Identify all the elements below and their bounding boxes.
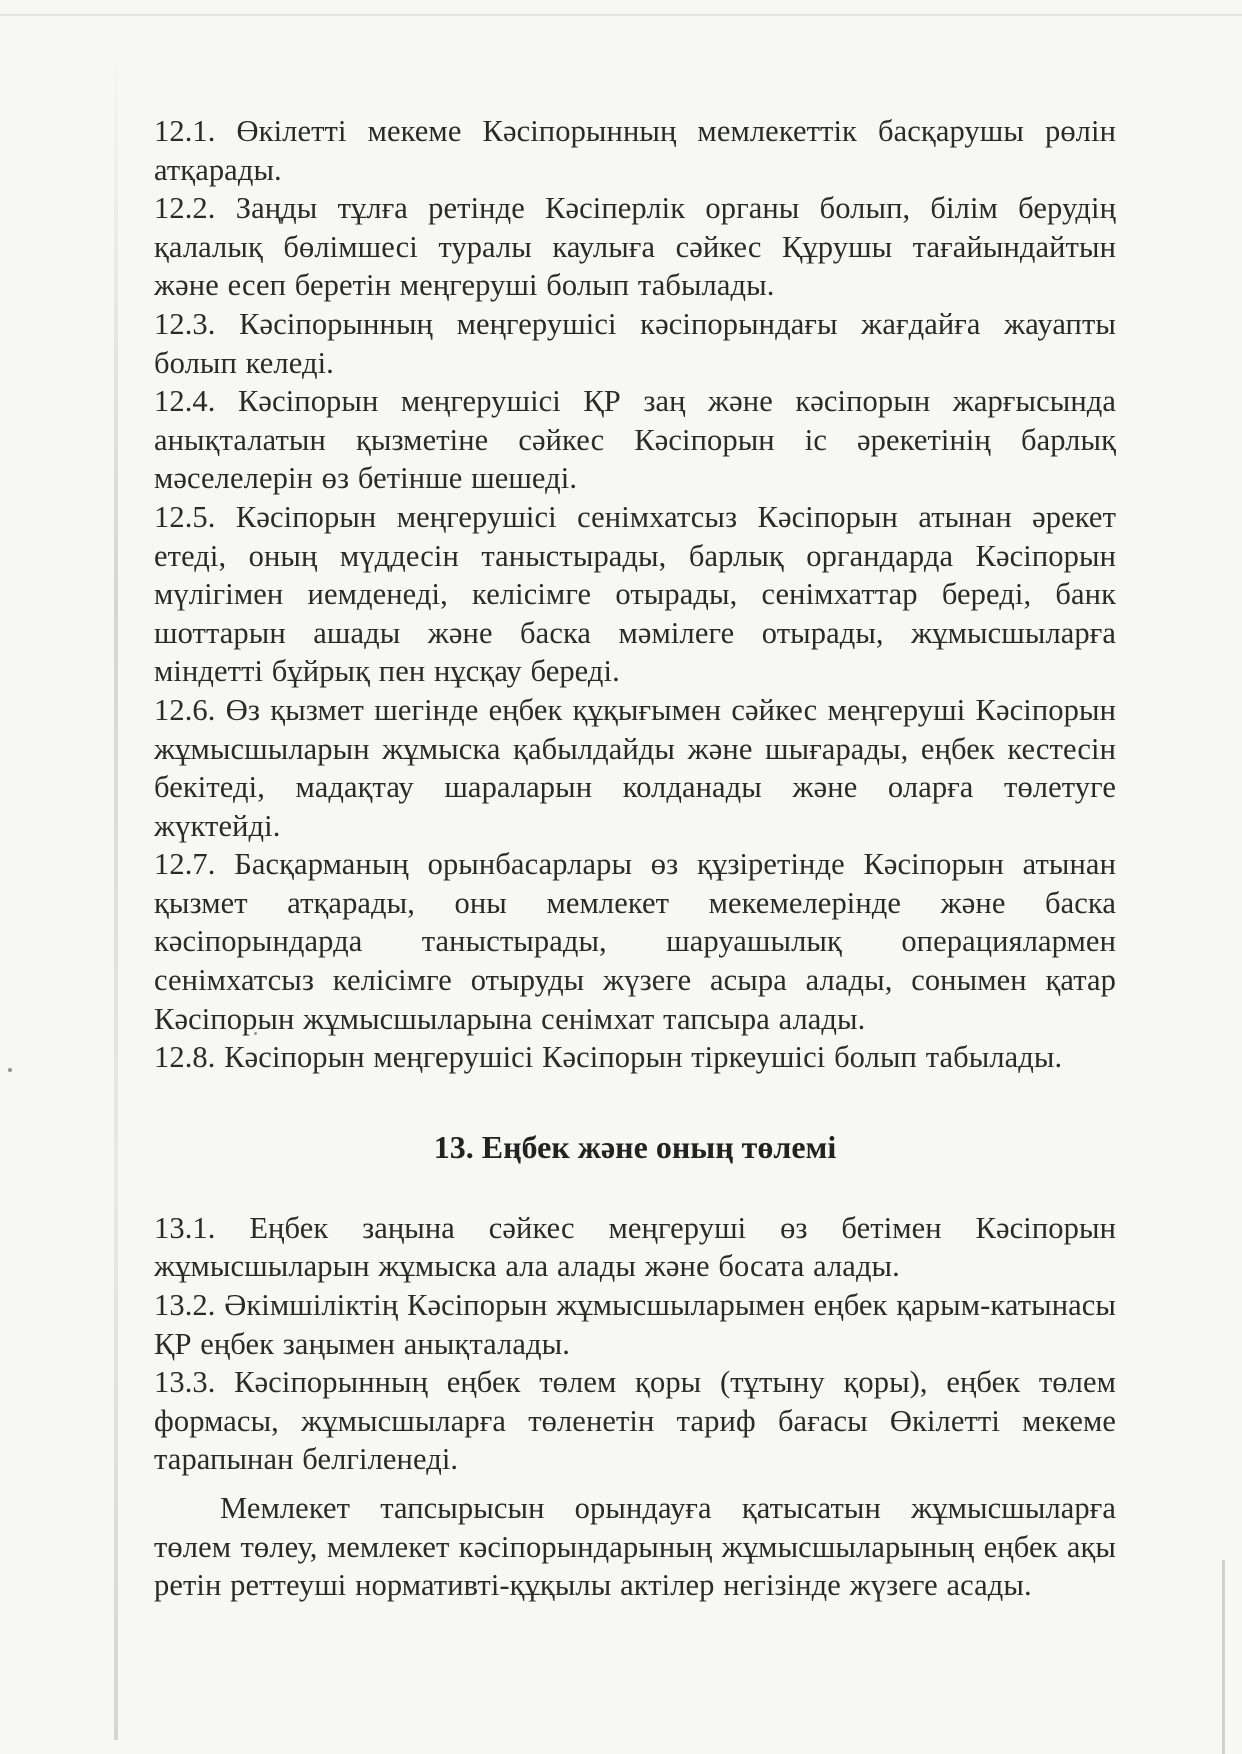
scan-speck	[8, 1068, 12, 1072]
paragraph-12-7: 12.7. Басқарманың орынбасарлары өз құзіретінде Кәсіпорын атынан қызмет атқарады, оны мемлекет мекемелерінде және баска кәсіпорындарда таныстырады, шаруашылық операциялармен сенімхатсыз келісімге отыруды жүзеге асыра алады, сонымен қатар Кәсіпорын жұмысшыларына сенімхат тапсыра алады.	[154, 847, 1116, 1036]
paragraph-12-4: 12.4. Кәсіпорын меңгерушісі ҚР заң және кәсіпорын жарғысында анықталатын қызметіне сәйкес Кәсіпорын іс әрекетінің барлық мәселелерін өз бетінше шешеді.	[154, 384, 1116, 496]
paragraph-12-8: 12.8. Кәсіпорын меңгерушісі Кәсіпорын тіркеушісі болып табылады.	[154, 1040, 1063, 1075]
paragraph-13-2: 13.2. Әкімшіліктің Кәсіпорын жұмысшыларымен еңбек қарым-катынасы ҚР еңбек заңымен анықталады.	[154, 1288, 1116, 1361]
paragraph-12-2: 12.2. Заңды тұлға ретінде Кәсіперлік органы болып, білім берудің қалалық бөлімшесі туралы каулыға сәйкес Құрушы тағайындайтын және есеп беретін меңгеруші болып табылады.	[154, 191, 1116, 303]
section-13	[154, 1209, 1116, 1605]
section-12	[154, 112, 1116, 1077]
scan-top-edge	[0, 14, 1242, 16]
section-13-title: 13. Еңбек және оның төлемі	[433, 1128, 837, 1165]
document-body	[154, 112, 1116, 1605]
paragraph-12-3: 12.3. Кәсіпорынның меңгерушісі кәсіпорындағы жағдайға жауапты болып келеді.	[154, 306, 1116, 380]
paragraph-13-3: 13.3. Кәсіпорынның еңбек төлем қоры (тұтыну қоры), еңбек төлем формасы, жұмысшыларға төленетін тариф бағасы Өкілетті мекеме тарапынан белгіленеді.	[154, 1365, 1116, 1477]
paragraph-state-order-payment: Мемлекет тапсырысын орындауға қатысатын жұмысшыларға төлем төлеу, мемлекет кәсіпорындарының жұмысшыларының еңбек ақы ретін реттеуші нормативті-құқылы актілер негізінде жүзеге асады.	[154, 1491, 1116, 1603]
paragraph-12-5: 12.5. Кәсіпорын меңгерушісі сенімхатсыз Кәсіпорын атынан әрекет етеді, оның мүддесін таныстырады, барлық органдарда Кәсіпорын мүлігімен иемденеді, келісімге отырады, сенімхаттар береді, банк шоттарын ашады және баска мәмілеге отырады, жұмысшыларға міндетті бұйрық пен нұсқау береді.	[154, 499, 1116, 689]
scan-right-edge	[1222, 1560, 1225, 1754]
paragraph-12-6: 12.6. Өз қызмет шегінде еңбек құқығымен сәйкес меңгеруші Кәсіпорын жұмысшыларын жұмыска қабылдайды және шығарады, еңбек кестесін бекітеді, мадақтау шараларын колданады және оларға төлетуге жүктейді.	[154, 692, 1116, 843]
paragraph-12-1: 12.1. Өкілетті мекеме Кәсіпорынның мемлекеттік басқарушы рөлін атқарады.	[154, 114, 1116, 187]
paragraph-13-1: 13.1. Еңбек заңына сәйкес меңгеруші өз бетімен Кәсіпорын жұмысшыларын жұмыска ала алады және босата алады.	[154, 1210, 1116, 1284]
scan-left-edge	[114, 40, 118, 1740]
